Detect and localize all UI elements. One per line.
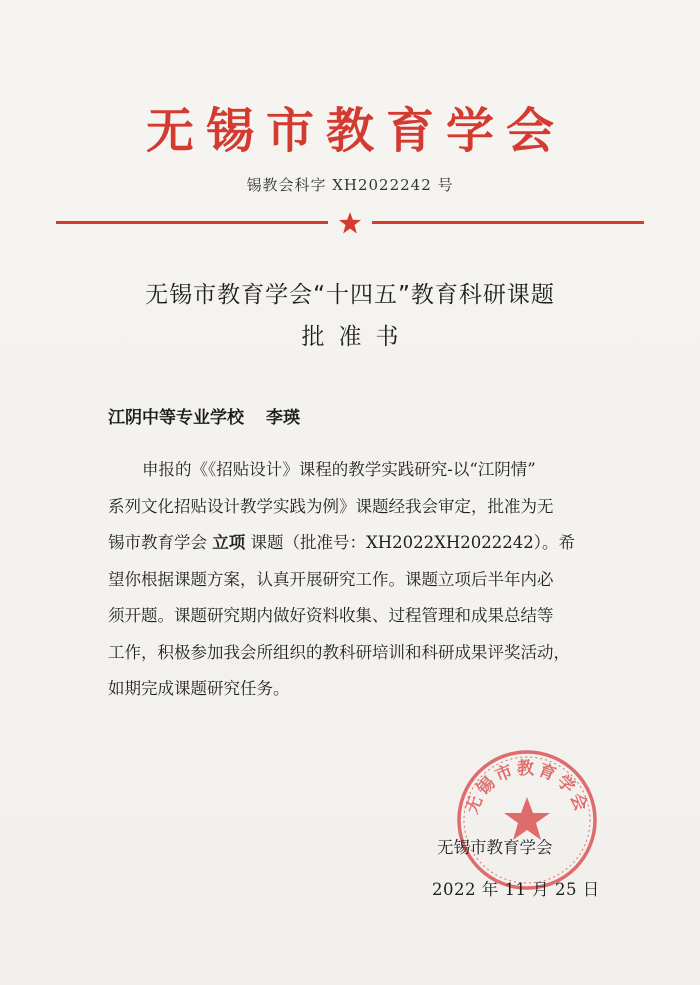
approval-status: 立项 (212, 533, 246, 552)
issue-date: 2022 年 11 月 25 日 (432, 880, 600, 899)
body-paragraph (108, 452, 603, 708)
recipient-line (108, 403, 300, 428)
divider-line-left (56, 221, 328, 224)
star-icon (338, 212, 362, 234)
body-line-3-start: 锡市教育学会 (108, 533, 213, 552)
header-divider (56, 212, 644, 234)
document-subtitle: 批准书 (301, 324, 413, 350)
official-seal-stamp (452, 745, 602, 895)
document-number: 锡教会科字 XH2022242 号 (246, 176, 454, 194)
issuer-signature: 无锡市教育学会 (437, 838, 553, 857)
recipient-person: 李瑛 (266, 408, 300, 428)
body-line-2: 系列文化招贴设计教学实践为例》课题经我会审定，批准为无 (108, 496, 554, 516)
recipient-school: 江阴中等专业学校 (108, 408, 244, 428)
body-line-4: 望你根据课题方案，认真开展研究工作。课题立项后半年内必 (108, 569, 554, 589)
svg-text:无锡市教育学会: 无锡市教育学会 (462, 759, 592, 817)
body-line-3-end: 课题（批准号：XH2022XH2022242）。希 (245, 533, 575, 552)
body-line-5: 须开题。课题研究期内做好资料收集、过程管理和成果总结等 (108, 606, 554, 625)
body-line-7: 如期完成课题研究任务。 (108, 679, 290, 698)
body-line-3 (108, 525, 603, 562)
divider-line-right (372, 221, 644, 224)
body-line-1: 申报的《《招贴设计》课程的教学实践研究-以“江阴情” (142, 460, 536, 479)
body-line-6: 工作，积极参加我会所组织的教科研培训和科研成果评奖活动， (108, 642, 570, 662)
document-title: 无锡市教育学会“十四五”教育科研课题 (145, 282, 555, 308)
org-letterhead: 无锡市教育学会 (145, 103, 566, 159)
